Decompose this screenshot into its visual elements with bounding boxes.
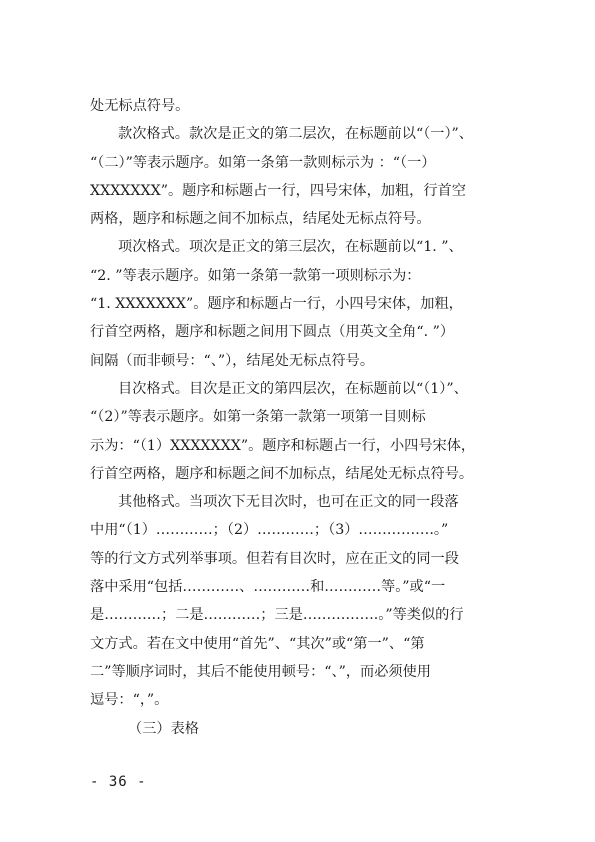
- section-heading: （三）表格: [128, 720, 199, 737]
- paragraph-line: 文方式。若在文中使用“首先”、“其次”或“第一”、“第: [90, 635, 425, 652]
- paragraph-line: 中用“（1）…………；（2）…………；（3）…………….。”: [90, 522, 449, 539]
- paragraph-line: 等的行文方式列举事项。但若有目次时，应在正文的同一段: [90, 550, 459, 567]
- paragraph-line: 目次格式。目次是正文的第四层次，在标题前以“（1）”、: [118, 380, 468, 397]
- body-text: [90, 92, 510, 743]
- paragraph-line: 款次格式。款次是正文的第二层次，在标题前以“（一）”、: [118, 126, 473, 143]
- paragraph-line: 项次格式。项次是正文的第三层次，在标题前以“1. ”、: [118, 239, 463, 256]
- paragraph-line: “2. ”等表示题序。如第一条第一款第一项则标示为：: [90, 267, 421, 284]
- paragraph-line: 二”等顺序词时，其后不能使用顿号：“、”，而必须使用: [90, 663, 431, 680]
- paragraph-line: “（二）”等表示题序。如第一条第一款则标示为 ：“（一）: [90, 154, 436, 171]
- paragraph-line: “1. XXXXXXX”。题序和标题占一行，小四号宋体，加粗，: [90, 296, 463, 313]
- paragraph-line: 行首空两格，题序和标题之间不加标点，结尾处无标点符号。: [90, 465, 474, 482]
- paragraph-line: 行首空两格，题序和标题之间用下圆点（用英文全角“. ”）: [90, 324, 455, 341]
- paragraph-line: XXXXXXX”。题序和标题占一行，四号宋体，加粗，行首空: [90, 182, 466, 199]
- paragraph-line: 落中采用“包括…………、…………和…………等。”或“一: [90, 579, 446, 596]
- paragraph-line: 示为：“（1）XXXXXXX”。题序和标题占一行，小四号宋体，: [90, 437, 476, 454]
- paragraph-line: 逗号：“，”。: [90, 692, 169, 709]
- paragraph-line: 其他格式。当项次下无目次时，也可在正文的同一段落: [118, 494, 459, 511]
- paragraph-line: 间隔（而非顿号：“、”），结尾处无标点符号。: [90, 352, 375, 369]
- paragraph-line: 两格，题序和标题之间不加标点，结尾处无标点符号。: [90, 211, 431, 228]
- paragraph-line: “（2）”等表示题序。如第一条第一款第一项第一目则标: [90, 409, 426, 426]
- paragraph-line: 处无标点符号。: [90, 98, 190, 114]
- paragraph-line: 是…………；二是…………；三是…………….。”等类似的行: [90, 607, 464, 624]
- page-number: - 36 -: [90, 774, 147, 790]
